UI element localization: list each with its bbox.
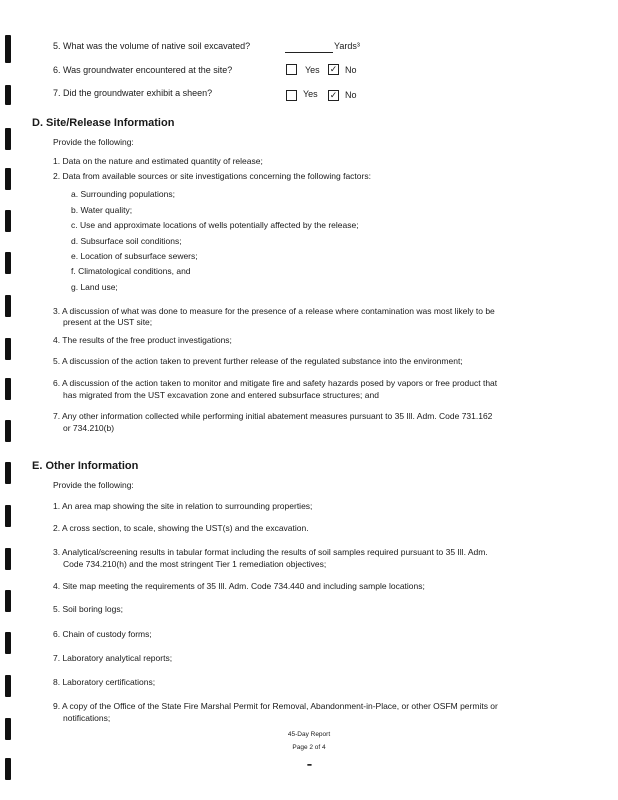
footer-page-number: Page 2 of 4 xyxy=(292,744,326,751)
sub-list-item: b. Water quality; xyxy=(71,205,133,215)
sheen-yes-label: Yes xyxy=(303,89,318,99)
binder-mark xyxy=(5,548,11,570)
sub-list-item: g. Land use; xyxy=(71,282,118,292)
list-item: 4. Site map meeting the requirements of 35 Ill. Adm. Code 734.440 and including sample locations; xyxy=(53,581,425,591)
sub-list-item: e. Location of subsurface sewers; xyxy=(71,251,198,261)
binder-mark xyxy=(5,252,11,274)
section-d-heading: D. Site/Release Information xyxy=(32,117,175,129)
binder-mark xyxy=(5,378,11,400)
list-item: 7. Any other information collected while performing initial abatement measures pursuant to 35 Ill. Adm. Code 731.162 xyxy=(53,411,493,421)
list-item: 5. A discussion of the action taken to prevent further release of the regulated substance into the environment; xyxy=(53,356,463,366)
list-item: 6. Chain of custody forms; xyxy=(53,629,152,639)
groundwater-no-label: No xyxy=(345,65,357,75)
list-item: 3. A discussion of what was done to measure for the presence of a release where contamination was most likely to be xyxy=(53,306,495,316)
section-e-heading: E. Other Information xyxy=(32,460,139,472)
binder-mark xyxy=(5,295,11,317)
binder-mark xyxy=(5,168,11,190)
list-item-continuation: Code 734.210(h) and the most stringent Tier 1 remediation objectives; xyxy=(63,559,327,569)
binder-mark xyxy=(5,505,11,527)
list-item: 7. Laboratory analytical reports; xyxy=(53,653,173,663)
list-item: 8. Laboratory certifications; xyxy=(53,677,156,687)
sheen-yes-checkbox[interactable] xyxy=(286,90,297,101)
binder-mark xyxy=(5,35,11,63)
groundwater-yes-checkbox[interactable] xyxy=(286,64,297,75)
binder-mark xyxy=(5,420,11,442)
list-item: 3. Analytical/screening results in tabular format including the results of soil samples required pursuant to 35 Ill. Adm. xyxy=(53,547,488,557)
list-item-continuation: present at the UST site; xyxy=(63,317,153,327)
binder-mark xyxy=(5,210,11,232)
list-item: 1. An area map showing the site in relation to surrounding properties; xyxy=(53,501,313,511)
sheen-no-label: No xyxy=(345,90,357,100)
list-item: 5. Soil boring logs; xyxy=(53,604,123,614)
list-item-continuation: notifications; xyxy=(63,713,111,723)
soil-volume-unit: Yards³ xyxy=(334,41,360,51)
section-e-intro: Provide the following: xyxy=(53,480,134,490)
list-item: 2. Data from available sources or site investigations concerning the following factors: xyxy=(53,171,371,181)
list-item-continuation: has migrated from the UST excavation zone and entered subsurface structures; and xyxy=(63,390,379,400)
sub-list-item: a. Surrounding populations; xyxy=(71,189,175,199)
question-sheen: 7. Did the groundwater exhibit a sheen? xyxy=(53,88,213,98)
binder-mark xyxy=(5,338,11,360)
binder-mark xyxy=(5,590,11,612)
binder-mark xyxy=(5,128,11,150)
sub-list-item: d. Subsurface soil conditions; xyxy=(71,236,182,246)
binder-mark xyxy=(5,462,11,484)
list-item-continuation: or 734.210(b) xyxy=(63,423,115,433)
groundwater-no-checkbox[interactable]: ✓ xyxy=(329,64,338,74)
list-item: 1. Data on the nature and estimated quantity of release; xyxy=(53,156,263,166)
question-groundwater: 6. Was groundwater encountered at the site? xyxy=(53,65,233,75)
sub-list-item: f. Climatological conditions, and xyxy=(71,266,191,276)
list-item: 9. A copy of the Office of the State Fire Marshal Permit for Removal, Abandonment-in-Place, or other OSFM permits or xyxy=(53,701,498,711)
soil-volume-field[interactable] xyxy=(285,52,333,53)
section-d-intro: Provide the following: xyxy=(53,137,134,147)
binder-mark xyxy=(5,85,11,105)
binder-mark xyxy=(5,675,11,697)
binder-mark xyxy=(5,632,11,654)
list-item: 6. A discussion of the action taken to monitor and mitigate fire and safety hazards posed by vapors or free product that xyxy=(53,378,498,388)
sub-list-item: c. Use and approximate locations of wells potentially affected by the release; xyxy=(71,220,359,230)
list-item: 4. The results of the free product investigations; xyxy=(53,335,232,345)
footer-code: ▪▪▪ xyxy=(307,762,311,769)
groundwater-yes-label: Yes xyxy=(305,65,320,75)
sheen-no-checkbox[interactable]: ✓ xyxy=(329,90,338,100)
list-item: 2. A cross section, to scale, showing the UST(s) and the excavation. xyxy=(53,523,309,533)
footer-title: 45-Day Report xyxy=(287,731,331,738)
question-soil-volume: 5. What was the volume of native soil excavated? xyxy=(53,41,251,51)
